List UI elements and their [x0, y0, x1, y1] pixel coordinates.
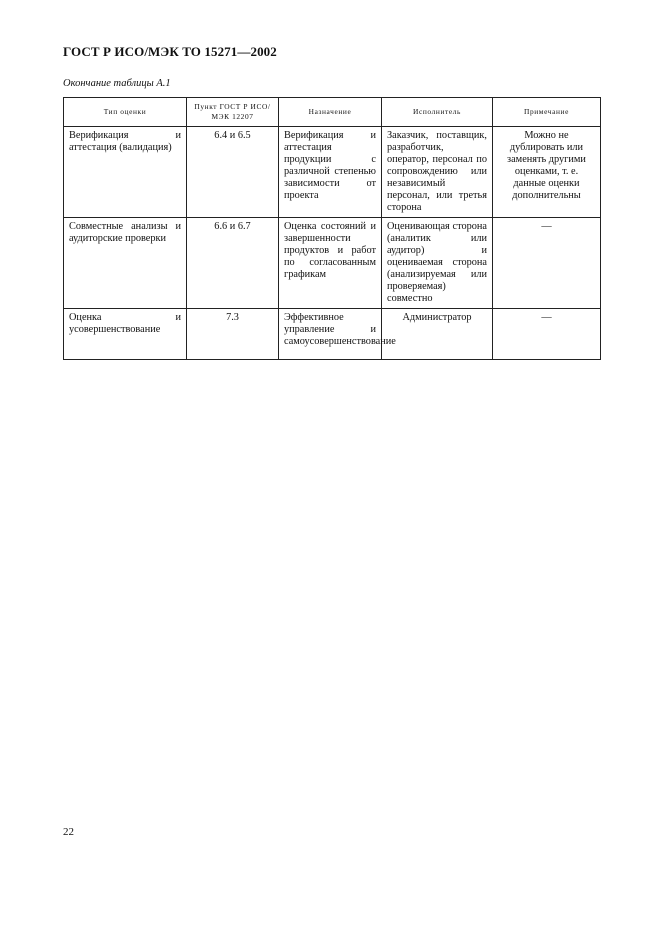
- cell-type: Совместные анализы и аудиторские проверки: [64, 218, 187, 309]
- cell-note: —: [493, 309, 601, 360]
- table-row: [64, 218, 601, 309]
- column-header-clause: Пункт ГОСТ Р ИСО/МЭК 12207: [187, 98, 279, 127]
- column-header-note: Примечание: [493, 98, 601, 127]
- table-caption: Окончание таблицы А.1: [63, 78, 171, 89]
- cell-type: Верификация и аттестация (валидация): [64, 127, 187, 218]
- cell-purpose: Оценка состояний и завершенности продуктов и работ по согласованным графикам: [279, 218, 382, 309]
- assessment-table: [63, 97, 601, 360]
- column-header-purpose: Назначение: [279, 98, 382, 127]
- cell-clause: 6.6 и 6.7: [187, 218, 279, 309]
- page-number: 22: [63, 826, 74, 838]
- cell-note: Можно не дублировать или заменять другими оценками, т. е. данные оценки дополнительны: [493, 127, 601, 218]
- cell-clause: 7.3: [187, 309, 279, 360]
- cell-note: —: [493, 218, 601, 309]
- cell-clause: 6.4 и 6.5: [187, 127, 279, 218]
- cell-purpose: Верификация и аттестация продукции с различной степенью зависимости от проекта: [279, 127, 382, 218]
- document-header: ГОСТ Р ИСО/МЭК ТО 15271—2002: [63, 44, 277, 59]
- table-header-row: [64, 98, 601, 127]
- cell-purpose: Эффективное управление и самоусовершенствование: [279, 309, 382, 360]
- column-header-performer: Исполнитель: [382, 98, 493, 127]
- cell-performer: Оценивающая сторона (аналитик или аудитор) и оцениваемая сторона (анализируемая или проверяемая) совместно: [382, 218, 493, 309]
- column-header-type: Тип оценки: [64, 98, 187, 127]
- cell-performer: Администратор: [382, 309, 493, 360]
- cell-type: Оценка и усовершенствование: [64, 309, 187, 360]
- cell-performer: Заказчик, поставщик, разработчик, оператор, персонал по сопровождению или независимый персонал, или третья сторона: [382, 127, 493, 218]
- table-row: [64, 309, 601, 360]
- table-row: [64, 127, 601, 218]
